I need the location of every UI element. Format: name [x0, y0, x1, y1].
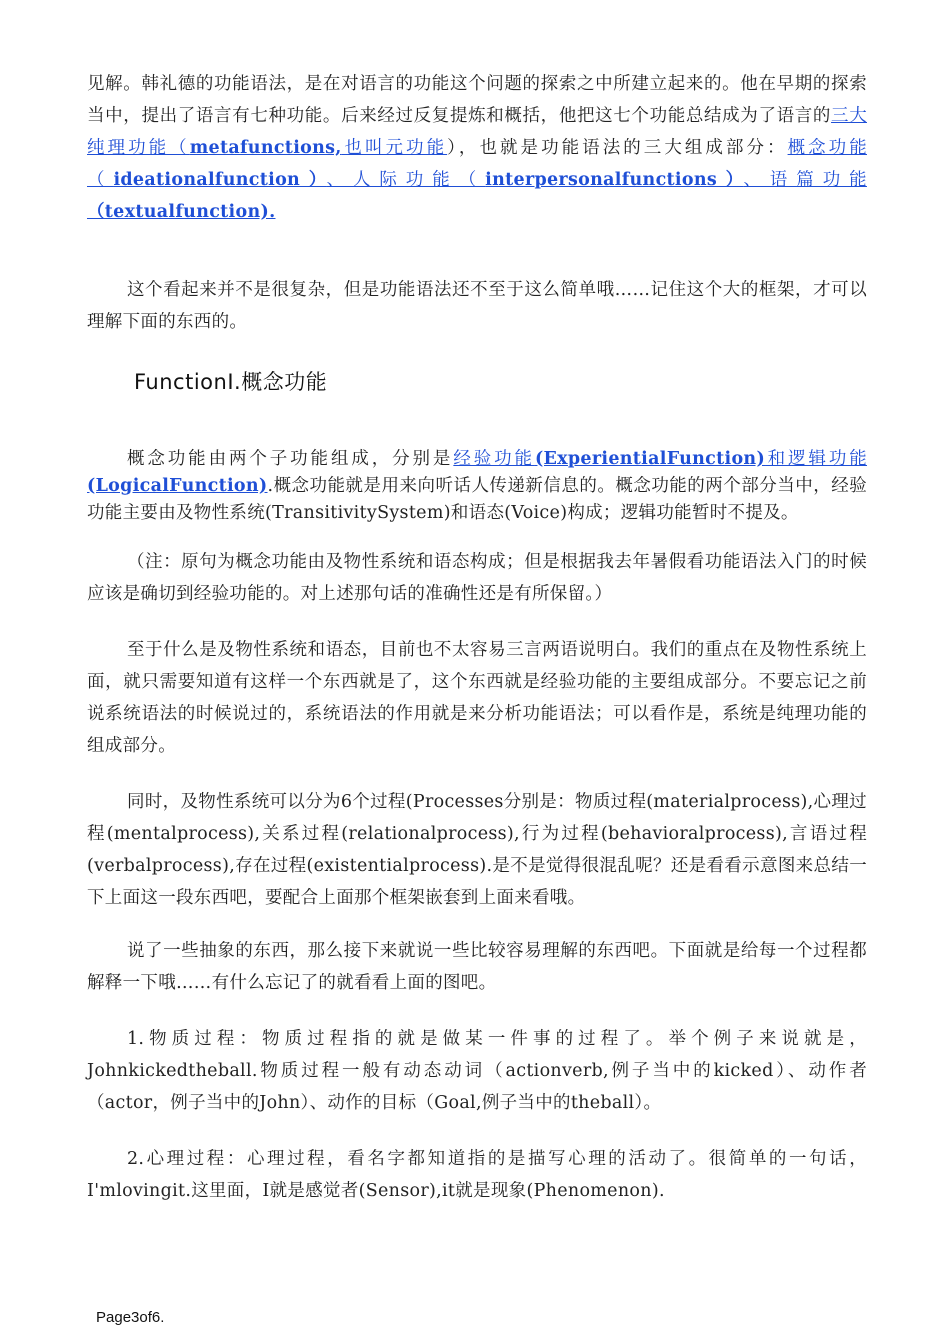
link-experiential-function[interactable]: 经验功能(ExperientialFunction)	[453, 449, 766, 469]
paragraph-material-process: 1.物质过程：物质过程指的就是做某一件事的过程了。举个例子来说就是，Johnkickedtheball.物质过程一般有动态动词（actionverb,例子当中的kicked）、动作者（actor，例子当中的John）、动作的目标（Goal,例子当中的theball）。	[87, 1029, 867, 1113]
paragraph-intro	[87, 68, 867, 228]
page-number: Page3of6.	[96, 1309, 165, 1326]
paragraph-mental-process: 2.心理过程：心理过程，看名字都知道指的是描写心理的活动了。很简单的一句话，I'mlovingit.这里面，I就是感觉者(Sensor),it就是现象(Phenomenon).	[87, 1149, 867, 1201]
paragraph-text: ），也就是功能语法的三大组成部分：	[447, 138, 788, 158]
link-textual-function[interactable]: 、语篇功能（textualfunction).	[87, 170, 867, 222]
paragraph-transitivity: 至于什么是及物性系统和语态，目前也不太容易三言两语说明白。我们的重点在及物性系统上面，就只需要知道有这样一个东西就是了，这个东西就是经验功能的主要组成部分。不要忘记之前说系统语法的时候说过的，系统语法的作用就是来分析功能语法；可以看作是，系统是纯理功能的组成部分。	[87, 640, 867, 756]
link-logical-function[interactable]: 和逻辑功能(LogicalFunction)	[87, 449, 868, 496]
link-metafunctions[interactable]: 三大纯理功能（metafunctions,也叫元功能	[87, 106, 867, 158]
paragraph-note: （注：原句为概念功能由及物性系统和语态构成；但是根据我去年暑假看功能语法入门的时候应该是确切到经验功能的。对上述那句话的准确性还是有所保留。）	[87, 552, 867, 604]
paragraph-framework: 这个看起来并不是很复杂，但是功能语法还不至于这么简单哦……记住这个大的框架，才可以理解下面的东西的。	[87, 280, 867, 332]
link-interpersonal-function[interactable]: 、人际功能（interpersonalfunctions）	[326, 170, 744, 190]
paragraph-processes: 同时，及物性系统可以分为6个过程(Processes分别是：物质过程(materialprocess),心理过程(mentalprocess),关系过程(relationalprocess),行为过程(behavioralprocess),言语过程(verbalprocess),存在过程(existentialprocess).是不是觉得很混乱呢？还是看看示意图来总结一下上面这一段东西吧，要配合上面那个框架嵌套到上面来看哦。	[87, 792, 867, 908]
paragraph-text: 见解。韩礼德的功能语法，是在对语言的功能这个问题的探索之中所建立起来的。他在早期的探索当中，提出了语言有七种功能。后来经过反复提炼和概括，他把这七个功能总结成为了语言的	[87, 74, 867, 126]
paragraph-transition: 说了一些抽象的东西，那么接下来就说一些比较容易理解的东西吧。下面就是给每一个过程都解释一下哦……有什么忘记了的就看看上面的图吧。	[87, 941, 867, 993]
section-heading: FunctionI.概念功能	[134, 370, 328, 394]
link-ideational-function[interactable]: 概念功能（ideationalfunction）	[87, 138, 867, 190]
paragraph-ideational: 概念功能由两个子功能组成，分别是经验功能(ExperientialFunction)和逻辑功能(LogicalFunction).概念功能就是用来向听话人传递新信息的。概念功能的两个部分当中，经验功能主要由及物性系统(TransitivitySystem)和语态(Voice)构成；逻辑功能暂时不提及。	[87, 449, 868, 523]
